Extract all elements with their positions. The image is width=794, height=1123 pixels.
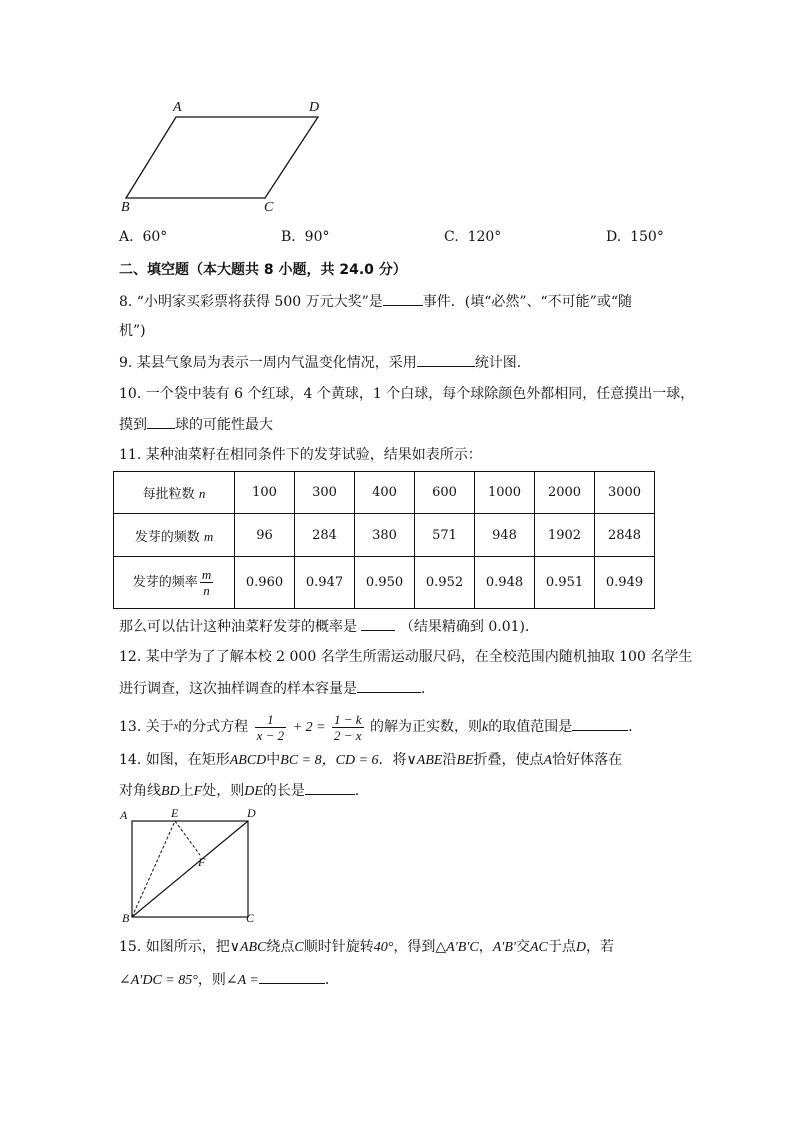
table-cell: 600	[415, 472, 475, 514]
section-title: 二、填空题（本大题共 8 小题，共 24.0 分）	[119, 262, 407, 278]
q12-text-a: 进行调查，这次抽样调查的样本容量是	[119, 681, 357, 697]
table-cell: 948	[475, 514, 535, 557]
table-row	[114, 514, 655, 557]
fig14-label-C: C	[246, 911, 255, 925]
question-11-after	[119, 616, 539, 637]
q8-answer-blank[interactable]	[383, 291, 423, 306]
q12-text-b: ．	[421, 681, 435, 697]
option-value: 60°	[142, 229, 168, 245]
question-10-line1: 10. 一个袋中装有 6 个红球，4 个黄球，1 个白球，每个球除颜色外都相同，任意摸出一球，	[119, 386, 695, 402]
fig14-label-D: D	[247, 806, 256, 820]
option-b[interactable]	[281, 227, 329, 247]
diagonal-bd	[132, 821, 248, 917]
table-cell: 400	[355, 472, 415, 514]
q13-text-b: 的分式方程	[178, 719, 249, 735]
q13-var-k: k	[481, 720, 489, 735]
question-8-line2: 机”)	[119, 323, 146, 339]
question-15-line2: ∠A′DC = 85°，则∠A = ．	[119, 969, 339, 991]
table-row	[114, 472, 655, 514]
question-10-line2	[119, 414, 273, 435]
fig14-label-A: A	[120, 808, 128, 822]
table-cell: 100	[235, 472, 295, 514]
fig14-label-B: B	[122, 911, 130, 925]
option-value: 90°	[304, 229, 330, 245]
q11-text-b: （结果精确到 0.01)．	[399, 619, 539, 635]
option-letter: C.	[444, 229, 459, 245]
table-cell: 1000	[475, 472, 535, 514]
question-14-line2: 对角线BD上F处，则DE的长是 ．	[119, 780, 369, 802]
table-cell: 1902	[535, 514, 595, 557]
option-a[interactable]	[119, 227, 167, 247]
q13-text-c: 的解为正实数，则	[369, 719, 482, 735]
fig14-label-E: E	[171, 806, 179, 820]
option-letter: A.	[119, 229, 134, 245]
germination-table	[113, 471, 655, 609]
parallelogram-figure	[110, 96, 340, 220]
q13-text-a: 13. 关于	[119, 719, 174, 735]
q8-text-b: 事件．(填“必然”、“不可能”或“随	[422, 294, 632, 310]
table-cell: 3000	[595, 472, 655, 514]
question-13	[119, 709, 642, 746]
rectangle-fold-figure	[120, 808, 270, 928]
table-cell: 300	[295, 472, 355, 514]
option-letter: B.	[281, 229, 296, 245]
q9-answer-blank[interactable]	[417, 352, 475, 367]
label-B: B	[121, 200, 130, 215]
question-15-line1: 15. 如图所示，把∨ABC绕点C顺时针旋转40°，得到△A′B′C，A′B′交AC于点D，若	[119, 939, 614, 955]
option-d[interactable]	[606, 227, 664, 247]
table-row	[114, 557, 655, 609]
question-11-intro: 11. 某种油菜籽在相同条件下的发芽试验，结果如表所示：	[119, 447, 482, 463]
parallelogram-shape	[126, 117, 318, 198]
q13-answer-blank[interactable]	[572, 716, 628, 731]
question-14-line1: 14. 如图，在矩形ABCD中BC = 8，CD = 6．将∨ABE沿BE折叠，使点A恰好体落在	[119, 752, 623, 768]
q9-text-a: 9. 某县气象局为表示一周内气温变化情况，采用	[119, 355, 417, 371]
table-cell: 96	[235, 514, 295, 557]
label-A: A	[173, 100, 182, 115]
question-9	[119, 352, 531, 373]
table-cell: 2000	[535, 472, 595, 514]
q13-text-e: ．	[628, 719, 643, 735]
table-cell: 0.950	[355, 557, 415, 609]
q13-fraction-2: $\frac{1 - k}{2 - x}$	[333, 711, 362, 743]
table-cell: 284	[295, 514, 355, 557]
table-cell: 571	[415, 514, 475, 557]
q13-mid: + 2 =	[292, 720, 326, 735]
segment-ef	[175, 821, 200, 855]
row-header: 发芽的频数 m	[114, 514, 235, 557]
table-cell: 0.951	[535, 557, 595, 609]
q14-answer-blank[interactable]	[305, 780, 355, 795]
option-value: 120°	[467, 229, 502, 245]
question-8-line1	[119, 291, 632, 312]
table-cell: 0.960	[235, 557, 295, 609]
q8-text-a: 8. “小明家买彩票将获得 500 万元大奖”是	[119, 294, 383, 310]
table-cell: 0.947	[295, 557, 355, 609]
table-cell: 0.949	[595, 557, 655, 609]
row-header: 发芽的频率 $\frac{m}{n}$	[114, 557, 235, 609]
option-c[interactable]	[444, 227, 501, 247]
question-12-line2	[119, 678, 435, 699]
q13-text-d: 的取值范围是	[488, 719, 573, 735]
table-cell: 0.948	[475, 557, 535, 609]
q10-answer-blank[interactable]	[147, 414, 175, 429]
q12-answer-blank[interactable]	[357, 678, 421, 693]
question-12-line1: 12. 某中学为了了解本校 2 000 名学生所需运动服尺码，在全校范围内随机抽取 100 名学生	[119, 649, 693, 665]
q10-text-a: 摸到	[119, 417, 147, 433]
option-value: 150°	[630, 229, 664, 245]
label-C: C	[264, 200, 274, 215]
q11-answer-blank[interactable]	[361, 616, 395, 631]
fold-line-be	[132, 821, 175, 917]
q11-text-a: 那么可以估计这种油菜籽发芽的概率是	[119, 619, 357, 635]
q15-answer-blank[interactable]	[259, 969, 325, 984]
label-D: D	[309, 100, 320, 115]
option-letter: D.	[606, 229, 622, 245]
row-header: 每批粒数 n	[114, 472, 235, 514]
fig14-label-F: F	[198, 855, 206, 869]
table-cell: 2848	[595, 514, 655, 557]
q13-fraction-1: $\frac{1}{x - 2}$	[256, 711, 285, 743]
q9-text-b: 统计图．	[474, 355, 531, 371]
q10-text-b: 球的可能性最大	[175, 417, 273, 433]
q13-var-x: x	[173, 721, 179, 732]
table-cell: 0.952	[415, 557, 475, 609]
table-cell: 380	[355, 514, 415, 557]
